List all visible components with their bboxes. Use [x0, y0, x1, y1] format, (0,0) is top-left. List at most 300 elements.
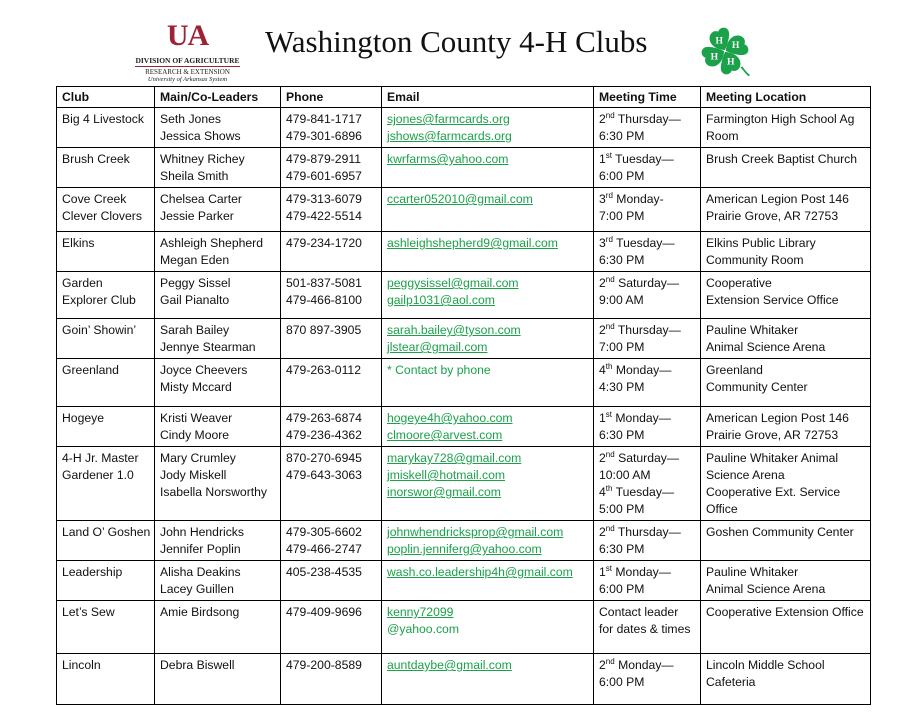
- meeting-time-cell: [594, 407, 701, 447]
- weekday-text: Thursday—: [614, 323, 681, 337]
- phone-cell-line: 501-837-5081: [286, 276, 362, 290]
- email-line: [387, 450, 588, 467]
- leaders-cell-line: Sarah Bailey: [160, 323, 230, 337]
- email-link[interactable]: kwrfarms@yahoo.com: [387, 152, 509, 166]
- email-link[interactable]: wash.co.leadership4h@gmail.com: [387, 565, 573, 579]
- meeting-location-cell: [701, 407, 871, 447]
- club-row: [57, 319, 871, 359]
- leaders-cell: [155, 188, 281, 232]
- phone-cell: [281, 272, 382, 319]
- contact-by-phone-note: * Contact by phone: [387, 363, 491, 377]
- meeting-location-cell-line: Pauline Whitaker Animal: [706, 451, 839, 465]
- meeting-time-line: [599, 581, 695, 598]
- meeting-location-cell-line: Brush Creek Baptist Church: [706, 152, 858, 166]
- ua-logo-mark: UA: [166, 19, 209, 52]
- weekday-text: Monday—: [612, 565, 671, 579]
- meeting-location-cell-line: Pauline Whitaker: [706, 565, 799, 579]
- email-line: [387, 657, 588, 674]
- leaders-cell-line: Ashleigh Shepherd: [160, 236, 263, 250]
- club-name-cell: [57, 108, 155, 148]
- meeting-time-line: [599, 450, 695, 467]
- time-text: Contact leader: [599, 605, 679, 619]
- club-name-cell-line: Big 4 Livestock: [62, 112, 144, 126]
- meeting-time-line: [599, 427, 695, 444]
- leaders-cell: [155, 407, 281, 447]
- email-cell: [382, 521, 594, 561]
- club-name-cell: [57, 232, 155, 272]
- phone-cell-line: 870-270-6945: [286, 451, 362, 465]
- phone-cell-line: 870 897-3905: [286, 323, 362, 337]
- email-cell: [382, 272, 594, 319]
- leaders-cell: [155, 561, 281, 601]
- email-line: [387, 292, 588, 309]
- email-link[interactable]: auntdaybe@gmail.com: [387, 658, 512, 672]
- leaders-cell-line: Jennifer Poplin: [160, 542, 241, 556]
- email-cell: [382, 319, 594, 359]
- meeting-location-cell-line: Animal Science Arena: [706, 582, 826, 596]
- column-header-meeting-time: Meeting Time: [594, 87, 701, 108]
- meeting-time-line: [599, 128, 695, 145]
- email-link[interactable]: ashleighshepherd9@gmail.com: [387, 236, 558, 250]
- 4h-clover-icon: [696, 22, 754, 80]
- phone-cell-line: 479-409-9696: [286, 605, 362, 619]
- club-name-cell-line: Elkins: [62, 236, 95, 250]
- meeting-time-line: [599, 379, 695, 396]
- club-name-cell: [57, 148, 155, 188]
- meeting-time-line: [599, 541, 695, 558]
- email-line: [387, 604, 588, 638]
- email-line: [387, 467, 588, 484]
- phone-cell: [281, 407, 382, 447]
- meeting-time-cell: [594, 188, 701, 232]
- meeting-time-cell: [594, 601, 701, 654]
- ua-logo-line-system: University of Arkansas System: [147, 76, 228, 83]
- meeting-location-cell-line: Office: [706, 502, 738, 516]
- phone-cell-line: 479-301-6896: [286, 129, 362, 143]
- time-text: 4:30 PM: [599, 380, 645, 394]
- email-link[interactable]: sarah.bailey@tyson.com: [387, 323, 521, 337]
- email-cell: [382, 188, 594, 232]
- ordinal-suffix: nd: [605, 274, 615, 284]
- email-link[interactable]: jlstear@gmail.com: [387, 340, 488, 354]
- meeting-location-cell: [701, 561, 871, 601]
- leaders-cell-line: Joyce Cheevers: [160, 363, 248, 377]
- leaders-cell: [155, 272, 281, 319]
- club-row: [57, 272, 871, 319]
- weekday-text: Tuesday—: [612, 152, 674, 166]
- meeting-time-line: [599, 292, 695, 309]
- phone-cell: [281, 148, 382, 188]
- email-line: [387, 275, 588, 292]
- leaders-cell-line: Jessica Shows: [160, 129, 241, 143]
- time-text: 7:00 PM: [599, 340, 645, 354]
- weekday-text: Monday—: [614, 658, 674, 672]
- phone-cell: [281, 232, 382, 272]
- meeting-time-line: [599, 235, 695, 252]
- leaders-cell-line: Peggy Sissel: [160, 276, 231, 290]
- club-name-cell-line: Greenland: [62, 363, 119, 377]
- time-text: 6:00 PM: [599, 675, 645, 689]
- ordinal-suffix: rd: [605, 234, 613, 244]
- phone-cell: [281, 601, 382, 654]
- club-name-cell-line: Garden: [62, 276, 103, 290]
- meeting-location-cell-line: American Legion Post 146: [706, 411, 849, 425]
- meeting-location-cell: [701, 108, 871, 148]
- ordinal-suffix: nd: [605, 523, 615, 533]
- ua-logo-line-research: RESEARCH & EXTENSION: [145, 68, 230, 76]
- meeting-time-cell: [594, 232, 701, 272]
- ordinal-number: 1: [599, 152, 606, 166]
- meeting-time-line: [599, 657, 695, 674]
- email-link[interactable]: jshows@farmcards.org: [387, 129, 512, 143]
- leaders-cell-line: Amie Birdsong: [160, 605, 240, 619]
- phone-cell-line: 405-238-4535: [286, 565, 362, 579]
- ordinal-suffix: nd: [605, 449, 615, 459]
- email-line: [387, 151, 588, 168]
- club-name-cell: [57, 447, 155, 521]
- email-cell: [382, 447, 594, 521]
- meeting-time-line: [599, 604, 695, 621]
- table-header-row: [57, 87, 871, 108]
- club-name-cell-line: Brush Creek: [62, 152, 130, 166]
- phone-cell-line: 479-234-1720: [286, 236, 362, 250]
- email-cell: [382, 561, 594, 601]
- phone-cell-line: 479-841-1717: [286, 112, 362, 126]
- leaders-cell-line: Sheila Smith: [160, 169, 229, 183]
- meeting-location-cell: [701, 521, 871, 561]
- phone-cell-line: 479-313-6079: [286, 192, 362, 206]
- meeting-time-cell: [594, 272, 701, 319]
- meeting-time-cell: [594, 148, 701, 188]
- page-title: Washington County 4-H Clubs: [265, 24, 648, 59]
- phone-cell: [281, 359, 382, 407]
- club-row: [57, 232, 871, 272]
- ua-logo-line-division: DIVISION OF AGRICULTURE: [135, 56, 240, 65]
- club-row: [57, 359, 871, 407]
- ordinal-suffix: th: [605, 483, 613, 493]
- phone-cell: [281, 654, 382, 705]
- weekday-text: Monday-: [612, 192, 664, 206]
- meeting-location-cell: [701, 654, 871, 705]
- email-link[interactable]: ccarter052010@gmail.com: [387, 192, 533, 206]
- weekday-text: Tuesday—: [612, 485, 675, 499]
- club-row: [57, 561, 871, 601]
- time-text: 6:30 PM: [599, 129, 645, 143]
- club-name-cell-line: Let’s Sew: [62, 605, 115, 619]
- time-text: 9:00 AM: [599, 293, 644, 307]
- club-name-cell-line: 4-H Jr. Master: [62, 451, 139, 465]
- meeting-location-cell-line: Community Center: [706, 380, 808, 394]
- phone-cell-line: 479-422-5514: [286, 209, 362, 223]
- ordinal-number: 1: [599, 565, 606, 579]
- phone-cell: [281, 561, 382, 601]
- ordinal-suffix: st: [605, 150, 613, 160]
- meeting-time-line: [599, 322, 695, 339]
- meeting-location-cell-line: Cooperative Extension Office: [706, 605, 864, 619]
- phone-cell-line: 479-643-3063: [286, 468, 362, 482]
- email-link[interactable]: kenny72099: [387, 605, 454, 619]
- ua-division-logo: [130, 19, 245, 83]
- meeting-time-cell: [594, 319, 701, 359]
- email-domain: @yahoo.com: [387, 622, 459, 636]
- meeting-location-cell-line: Elkins Public Library: [706, 236, 816, 250]
- club-row: [57, 407, 871, 447]
- phone-cell: [281, 447, 382, 521]
- column-header-email: Email: [382, 87, 594, 108]
- leaders-cell-line: Gail Pianalto: [160, 293, 230, 307]
- clover-letter-4: H: [710, 51, 719, 63]
- time-text: 6:30 PM: [599, 253, 645, 267]
- meeting-time-line: [599, 111, 695, 128]
- email-link[interactable]: inorswor@gmail.com: [387, 485, 501, 499]
- weekday-text: Thursday—: [614, 112, 681, 126]
- email-line: [387, 111, 588, 128]
- meeting-time-cell: [594, 654, 701, 705]
- email-line: [387, 191, 588, 208]
- club-name-cell: [57, 521, 155, 561]
- time-text: 5:00 PM: [599, 502, 645, 516]
- email-link[interactable]: jmiskell@hotmail.com: [387, 468, 506, 482]
- weekday-text: Thursday—: [614, 525, 681, 539]
- club-row: [57, 108, 871, 148]
- phone-cell: [281, 108, 382, 148]
- meeting-time-line: [599, 339, 695, 356]
- email-cell: [382, 108, 594, 148]
- meeting-location-cell-line: Room: [706, 129, 739, 143]
- clubs-table: [56, 86, 871, 705]
- leaders-cell: [155, 108, 281, 148]
- email-link[interactable]: peggysissel@gmail.com: [387, 276, 519, 290]
- club-name-cell-line: Cove Creek: [62, 192, 127, 206]
- meeting-time-line: [599, 252, 695, 269]
- ordinal-number: 4: [599, 485, 606, 499]
- meeting-location-cell: [701, 319, 871, 359]
- email-line: [387, 564, 588, 581]
- club-name-cell: [57, 601, 155, 654]
- email-cell: [382, 148, 594, 188]
- time-text: 6:30 PM: [599, 428, 645, 442]
- meeting-time-cell: [594, 447, 701, 521]
- meeting-location-cell-line: Cooperative Ext. Service: [706, 485, 841, 499]
- weekday-text: Monday—: [612, 363, 672, 377]
- email-cell: [382, 407, 594, 447]
- weekday-text: Monday—: [612, 411, 671, 425]
- meeting-time-line: [599, 410, 695, 427]
- meeting-location-cell-line: Goshen Community Center: [706, 525, 854, 539]
- meeting-location-cell-line: Community Room: [706, 253, 804, 267]
- ordinal-suffix: th: [605, 361, 613, 371]
- meeting-time-cell: [594, 521, 701, 561]
- email-line: [387, 235, 588, 252]
- ordinal-number: 2: [599, 525, 606, 539]
- meeting-time-line: [599, 501, 695, 518]
- leaders-cell-line: Jessie Parker: [160, 209, 234, 223]
- weekday-text: Saturday—: [614, 451, 680, 465]
- leaders-cell: [155, 521, 281, 561]
- club-name-cell-line: Lincoln: [62, 658, 101, 672]
- leaders-cell-line: Jennye Stearman: [160, 340, 256, 354]
- leaders-cell-line: Cindy Moore: [160, 428, 230, 442]
- club-name-cell: [57, 188, 155, 232]
- email-link[interactable]: poplin.jenniferg@yahoo.com: [387, 542, 542, 556]
- leaders-cell-line: Jody Miskell: [160, 468, 227, 482]
- leaders-cell-line: Kristi Weaver: [160, 411, 233, 425]
- meeting-location-cell: [701, 148, 871, 188]
- club-name-cell-line: Hogeye: [62, 411, 105, 425]
- ordinal-number: 3: [599, 192, 606, 206]
- time-text: 10:00 AM: [599, 468, 651, 482]
- phone-cell: [281, 188, 382, 232]
- phone-cell-line: 479-305-6602: [286, 525, 362, 539]
- time-text: 6:00 PM: [599, 582, 645, 596]
- leaders-cell: [155, 359, 281, 407]
- column-header-meeting-location: Meeting Location: [701, 87, 871, 108]
- phone-cell-line: 479-263-6874: [286, 411, 362, 425]
- time-text: 6:00 PM: [599, 169, 645, 183]
- time-text: 7:00 PM: [599, 209, 645, 223]
- email-link[interactable]: gailp1031@aol.com: [387, 293, 495, 307]
- email-line: [387, 128, 588, 145]
- club-row: [57, 447, 871, 521]
- column-header-leaders: Main/Co-Leaders: [155, 87, 281, 108]
- clover-letter-1: H: [715, 35, 723, 47]
- club-row: [57, 521, 871, 561]
- club-name-cell: [57, 319, 155, 359]
- ordinal-number: 2: [599, 323, 606, 337]
- weekday-text: Tuesday—: [612, 236, 675, 250]
- meeting-time-line: [599, 168, 695, 185]
- meeting-location-cell: [701, 188, 871, 232]
- meeting-time-cell: [594, 108, 701, 148]
- leaders-cell-line: Lacey Guillen: [160, 582, 234, 596]
- email-link[interactable]: clmoore@arvest.com: [387, 428, 503, 442]
- ordinal-suffix: nd: [605, 110, 615, 120]
- meeting-location-cell-line: Animal Science Arena: [706, 340, 826, 354]
- meeting-location-cell: [701, 359, 871, 407]
- club-name-cell: [57, 407, 155, 447]
- meeting-location-cell-line: Farmington High School Ag: [706, 112, 855, 126]
- meeting-time-cell: [594, 359, 701, 407]
- meeting-location-cell-line: Cooperative: [706, 276, 772, 290]
- club-name-cell-line: Clever Clovers: [62, 209, 142, 223]
- meeting-time-line: [599, 362, 695, 379]
- meeting-location-cell-line: Cafeteria: [706, 675, 756, 689]
- meeting-location-cell-line: Lincoln Middle School: [706, 658, 825, 672]
- club-row: [57, 601, 871, 654]
- phone-cell-line: 479-601-6957: [286, 169, 362, 183]
- ordinal-number: 1: [599, 411, 606, 425]
- club-name-cell-line: Land O’ Goshen: [62, 525, 151, 539]
- meeting-time-cell: [594, 561, 701, 601]
- ordinal-suffix: nd: [605, 656, 615, 666]
- club-name-cell-line: Leadership: [62, 565, 123, 579]
- email-link[interactable]: hogeye4h@yahoo.com: [387, 411, 513, 425]
- time-text: 6:30 PM: [599, 542, 645, 556]
- ordinal-number: 2: [599, 112, 606, 126]
- ordinal-suffix: nd: [605, 321, 615, 331]
- ordinal-number: 3: [599, 236, 606, 250]
- meeting-time-line: [599, 621, 695, 638]
- leaders-cell: [155, 654, 281, 705]
- club-row: [57, 654, 871, 705]
- email-line: [387, 410, 588, 427]
- email-cell: [382, 232, 594, 272]
- leaders-cell: [155, 148, 281, 188]
- club-name-cell-line: Gardener 1.0: [62, 468, 134, 482]
- meeting-time-line: [599, 467, 695, 484]
- leaders-cell: [155, 319, 281, 359]
- ordinal-number: 2: [599, 658, 606, 672]
- club-name-cell: [57, 272, 155, 319]
- clover-letter-3: H: [727, 56, 735, 68]
- leaders-cell-line: Alisha Deakins: [160, 565, 241, 579]
- email-link[interactable]: johnwhendricksprop@gmail.com: [387, 525, 564, 539]
- column-header-phone: Phone: [281, 87, 382, 108]
- meeting-location-cell: [701, 232, 871, 272]
- phone-cell-line: 479-263-0112: [286, 363, 361, 377]
- meeting-time-line: [599, 674, 695, 691]
- club-row: [57, 188, 871, 232]
- phone-cell-line: 479-879-2911: [286, 152, 361, 166]
- meeting-time-line: [599, 275, 695, 292]
- meeting-location-cell: [701, 601, 871, 654]
- ordinal-number: 4: [599, 363, 606, 377]
- meeting-location-cell-line: American Legion Post 146: [706, 192, 849, 206]
- leaders-cell: [155, 601, 281, 654]
- email-link[interactable]: sjones@farmcards.org: [387, 112, 510, 126]
- meeting-time-line: [599, 191, 695, 208]
- ordinal-suffix: rd: [605, 190, 613, 200]
- email-cell: [382, 601, 594, 654]
- leaders-cell-line: Isabella Norsworthy: [160, 485, 268, 499]
- leaders-cell-line: Whitney Richey: [160, 152, 245, 166]
- email-line: [387, 541, 588, 558]
- email-cell: [382, 359, 594, 407]
- meeting-location-cell-line: Prairie Grove, AR 72753: [706, 209, 839, 223]
- meeting-location-cell: [701, 447, 871, 521]
- leaders-cell: [155, 232, 281, 272]
- meeting-location-cell-line: Science Arena: [706, 468, 785, 482]
- ordinal-suffix: st: [605, 563, 613, 573]
- meeting-time-line: [599, 564, 695, 581]
- email-link[interactable]: marykay728@gmail.com: [387, 451, 522, 465]
- email-cell: [382, 654, 594, 705]
- phone-cell-line: 479-236-4362: [286, 428, 362, 442]
- email-line: [387, 322, 588, 339]
- club-name-cell-line: Explorer Club: [62, 293, 136, 307]
- meeting-location-cell-line: Pauline Whitaker: [706, 323, 799, 337]
- leaders-cell: [155, 447, 281, 521]
- phone-cell: [281, 521, 382, 561]
- leaders-cell-line: Mary Crumley: [160, 451, 236, 465]
- meeting-time-line: [599, 484, 695, 501]
- leaders-cell-line: John Hendricks: [160, 525, 244, 539]
- meeting-location-cell-line: Extension Service Office: [706, 293, 839, 307]
- phone-cell-line: 479-466-2747: [286, 542, 362, 556]
- leaders-cell-line: Seth Jones: [160, 112, 221, 126]
- clover-letter-2: H: [731, 40, 740, 52]
- column-header-club: Club: [57, 87, 155, 108]
- leaders-cell-line: Misty Mccard: [160, 380, 232, 394]
- ordinal-number: 2: [599, 276, 606, 290]
- leaders-cell-line: Chelsea Carter: [160, 192, 242, 206]
- email-line: [387, 484, 588, 501]
- ordinal-suffix: st: [605, 409, 613, 419]
- club-name-cell-line: Goin’ Showin’: [62, 323, 137, 337]
- leaders-cell-line: Debra Biswell: [160, 658, 235, 672]
- club-name-cell: [57, 654, 155, 705]
- email-line: [387, 339, 588, 356]
